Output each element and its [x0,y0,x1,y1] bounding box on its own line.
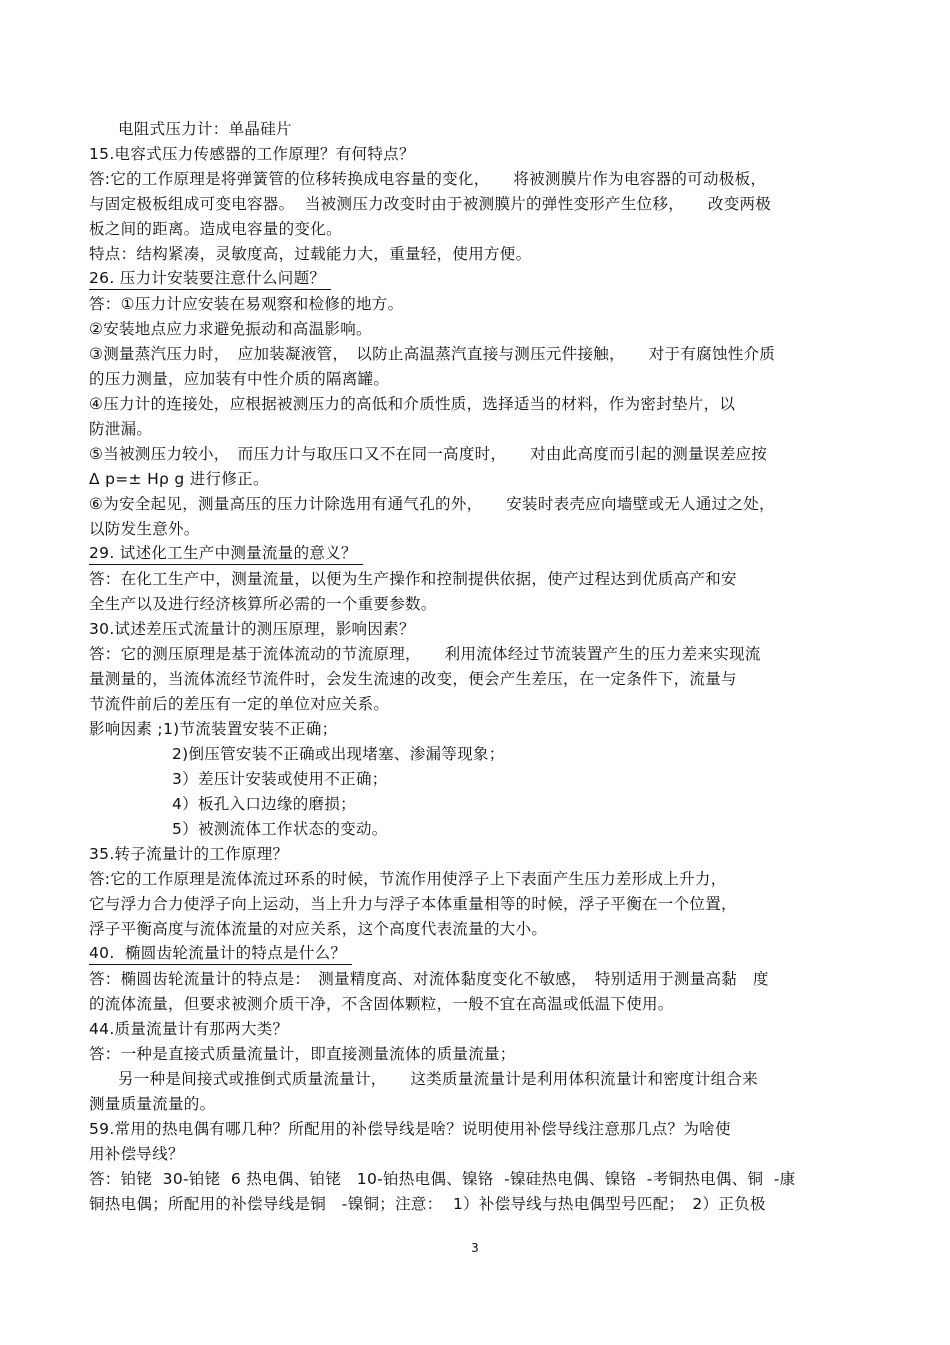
text-line: 电阻式压力计：单晶硅片 [118,120,292,138]
text-line: 以防发生意外。 [89,520,200,538]
text-line: 全生产以及进行经济核算所必需的一个重要参数。 [89,595,437,613]
question-heading: 15.电容式压力传感器的工作原理？有何特点？ [89,145,415,163]
text-line: 答:它的工作原理是流体流过环系的时候，节流作用使浮子上下表面产生压力差形成上升力， [89,870,727,888]
text-line: 的流体流量，但要求被测介质干净，不含固体颗粒，一般不宜在高温或低温下使用。 [89,995,674,1013]
text-line: 答：椭圆齿轮流量计的特点是： 测量精度高、对流体黏度变化不敏感， 特别适用于测量高黏 度 [89,970,769,988]
list-item: 3）差压计安装或使用不正确； [172,770,388,788]
text-line: ③测量蒸汽压力时， 应加装凝液管， 以防止高温蒸汽直接与测压元件接触， 对于有腐蚀性介质 [89,345,776,363]
text-line: 答：①压力计应安装在易观察和检修的地方。 [89,295,404,313]
text-line: 的压力测量，应加装有中性介质的隔离罐。 [89,370,390,388]
text-line: ⑥为安全起见，测量高压的压力计除选用有通气孔的外， 安装时表壳应向墙壁或无人通过之处， [89,495,775,513]
text-line: 答：在化工生产中，测量流量，以便为生产操作和控制提供依据，使产过程达到优质高产和安 [89,570,737,588]
text-line: 影响因素 ;1)节流装置安装不正确； [89,720,338,738]
text-line: 答：它的测压原理是基于流体流动的节流原理， 利用流体经过节流装置产生的压力差来实现流 [89,645,761,663]
text-line: ②安装地点应力求避免振动和高温影响。 [89,320,372,338]
text-line: 防泄漏。 [89,420,153,438]
page-number: 3 [471,1241,479,1255]
question-heading: 35.转子流量计的工作原理？ [89,845,289,863]
question-heading: 59.常用的热电偶有哪几种？所配用的补偿导线是啥？说明使用补偿导线注意那几点？为啥使 [89,1120,731,1138]
text-line: 浮子平衡高度与流体流量的对应关系，这个高度代表流量的大小。 [89,920,548,938]
text-line: 节流件前后的差压有一定的单位对应关系。 [89,695,390,713]
list-item: 2)倒压管安装不正确或出现堵塞、渗漏等现象； [172,745,505,763]
text-line: 用补偿导线？ [89,1145,184,1163]
text-line: 答：铂铑 30-铂铑 6 热电偶、铂铑 10-铂热电偶、镍铬 -镍硅热电偶、镍铬 -考铜热电偶、铜 -康 [89,1170,796,1188]
question-heading: 29. 试述化工生产中测量流量的意义？ [89,542,363,565]
text-line: 它与浮力合力使浮子向上运动，当上升力与浮子本体重量相等的时候，浮子平衡在一个位置， [89,895,737,913]
text-line: 与固定极板组成可变电容器。 当被测压力改变时由于被测膜片的弹性变形产生位移， 改变两极 [89,195,772,213]
list-item: 5）被测流体工作状态的变动。 [172,820,388,838]
formula-line: Δ p=± Hρ g 进行修正。 [89,470,269,488]
text-line: 铜热电偶；所配用的补偿导线是铜 -镍铜；注意： 1）补偿导线与热电偶型号匹配； 2）正负极 [89,1195,766,1213]
text-line: 量测量的，当流体流经节流件时，会发生流速的改变，便会产生差压，在一定条件下，流量与 [89,670,737,688]
text-line: ④压力计的连接处，应根据被测压力的高低和介质性质，选择适当的材料，作为密封垫片，以 [89,395,736,413]
text-line: 答:它的工作原理是将弹簧管的位移转换成电容量的变化， 将被测膜片作为电容器的可动极板， [89,170,767,188]
question-heading: 30.试述差压式流量计的测压原理，影响因素？ [89,620,415,638]
text-line: 另一种是间接式或推倒式质量流量计， 这类质量流量计是利用体积流量计和密度计组合来 [118,1070,759,1088]
text-line: 板之间的距离。造成电容量的变化。 [89,220,342,238]
text-line: ⑤当被测压力较小， 而压力计与取压口又不在同一高度时， 对由此高度而引起的测量误差应按 [89,445,768,463]
list-item: 4）板孔入口边缘的磨损； [172,795,356,813]
question-heading: 40. 椭圆齿轮流量计的特点是什么？ [89,942,352,965]
question-heading: 44.质量流量计有那两大类？ [89,1020,289,1038]
text-line: 答：一种是直接式质量流量计，即直接测量流体的质量流量； [89,1045,516,1063]
text-line: 特点：结构紧凑，灵敏度高，过载能力大，重量轻，使用方便。 [89,245,532,263]
text-line: 测量质量流量的。 [89,1095,216,1113]
question-heading: 26. 压力计安装要注意什么问题？ [89,267,331,290]
